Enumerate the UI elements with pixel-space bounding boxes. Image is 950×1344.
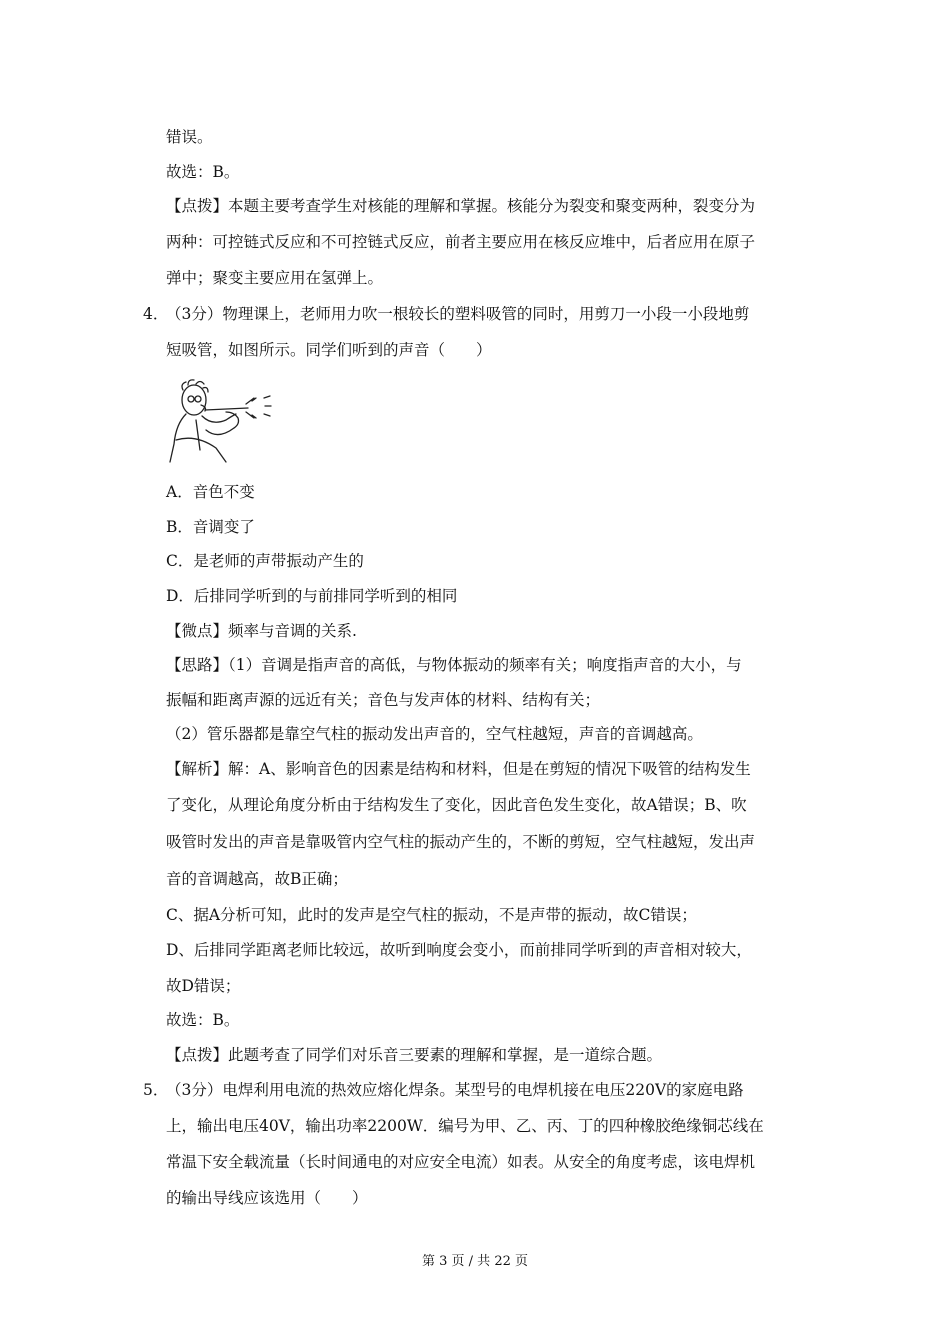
jiexi-line: 吸管时发出的声音是靠吸管内空气柱的振动产生的，不断的剪短，空气柱越短，发出声 [166, 833, 756, 851]
question-stem: （3分）电焊利用电流的热效应熔化焊条。某型号的电焊机接在电压220V的家庭电路 [166, 1081, 744, 1099]
silu-line: 振幅和距离声源的远近有关；音色与发声体的材料、结构有关； [166, 691, 601, 709]
question-stem: （3分）物理课上，老师用力吹一根较长的塑料吸管的同时，用剪刀一小段一小段地剪 [166, 305, 750, 323]
question-number: 4． [143, 305, 169, 323]
answer-line: 故选：B。 [166, 163, 240, 181]
teacher-straw-figure [166, 370, 288, 465]
answer-line: 故选：B。 [166, 1011, 240, 1029]
question-stem: 常温下安全载流量（长时间通电的对应安全电流）如表。从安全的角度考虑，该电焊机 [166, 1153, 756, 1171]
page-footer: 第 3 页 / 共 22 页 [422, 1254, 528, 1269]
text-line: 错误。 [166, 128, 213, 146]
question-stem: 短吸管，如图所示。同学们听到的声音（ ） [166, 341, 492, 359]
dianbo-line: 弹中；聚变主要应用在氢弹上。 [166, 269, 384, 287]
jiexi-line: 音的音调越高，故B正确； [166, 870, 348, 888]
option-d: D．后排同学听到的与前排同学听到的相同 [166, 587, 458, 605]
silu-line: （2）管乐器都是靠空气柱的振动发出声音的，空气柱越短，声音的音调越高。 [166, 725, 703, 743]
jiexi-line: 【解析】解：A、影响音色的因素是结构和材料，但是在剪短的情况下吸管的结构发生 [166, 760, 751, 778]
question-stem: 上，输出电压40V，输出功率2200W．编号为甲、乙、丙、丁的四种橡胶绝缘铜芯线在 [166, 1117, 764, 1135]
option-a: A．音色不变 [166, 483, 255, 501]
dianbo-line: 两种：可控链式反应和不可控链式反应，前者主要应用在核反应堆中，后者应用在原子 [166, 233, 756, 251]
jiexi-line: 故D错误； [166, 977, 241, 995]
jiexi-line: C、据A分析可知，此时的发声是空气柱的振动，不是声带的振动，故C错误； [166, 906, 697, 924]
jiexi-line: 了变化，从理论角度分析由于结构发生了变化，因此音色发生变化，故A错误；B、吹 [166, 796, 747, 814]
question-stem: 的输出导线应该选用（ ） [166, 1189, 368, 1207]
silu-line: 【思路】（1）音调是指声音的高低，与物体振动的频率有关；响度指声音的大小，与 [166, 656, 742, 674]
dianbo-line: 【点拨】此题考查了同学们对乐音三要素的理解和掌握，是一道综合题。 [166, 1046, 663, 1064]
question-number: 5． [143, 1081, 169, 1099]
jiexi-line: D、后排同学距离老师比较远，故听到响度会变小，而前排同学听到的声音相对较大， [166, 941, 752, 959]
dianbo-line: 【点拨】本题主要考查学生对核能的理解和掌握。核能分为裂变和聚变两种，裂变分为 [166, 197, 756, 215]
option-c: C．是老师的声带振动产生的 [166, 552, 364, 570]
weidian-line: 【微点】频率与音调的关系. [166, 622, 357, 640]
option-b: B．音调变了 [166, 518, 255, 536]
